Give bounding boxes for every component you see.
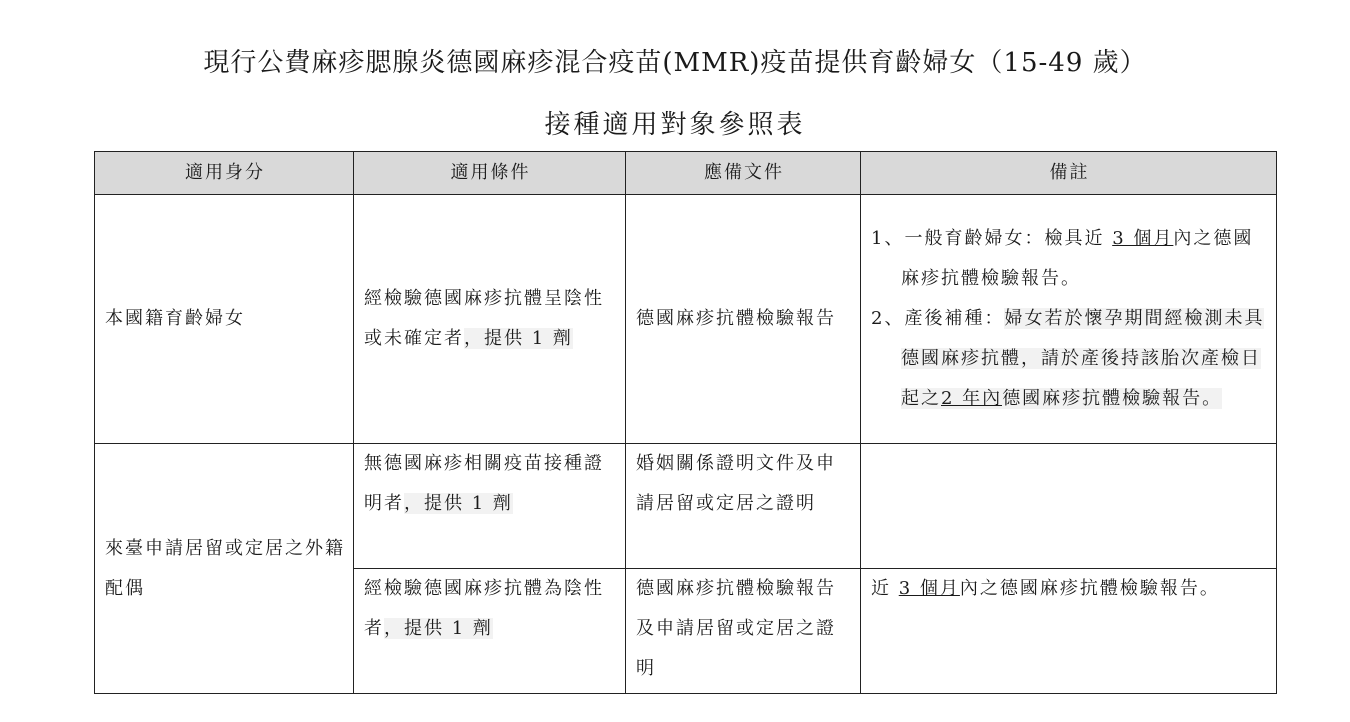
underlined-period: 3 個月 xyxy=(1112,228,1174,249)
documents-cell: 婚姻關係證明文件及申請居留或定居之證明 xyxy=(626,444,861,569)
table-row xyxy=(95,444,1277,569)
dose-text: ，提供 1 劑 xyxy=(384,618,493,639)
header-identity: 適用身分 xyxy=(95,152,354,195)
condition-cell xyxy=(354,569,626,694)
document-subtitle: 接種適用對象參照表 xyxy=(544,110,806,140)
dose-text: ，提供 1 劑 xyxy=(404,493,513,514)
note-item-1: 1、一般育齡婦女：檢具近 3 個月內之德國麻疹抗體檢驗報告。 xyxy=(871,228,1254,289)
documents-cell: 德國麻疹抗體檢驗報告 xyxy=(626,195,861,444)
notes-cell xyxy=(861,444,1277,569)
table-row xyxy=(95,195,1277,444)
condition-text: 經檢驗德國麻疹抗體為陰性者 xyxy=(364,578,604,639)
underlined-period: 3 個月 xyxy=(898,578,960,599)
reference-table xyxy=(94,151,1277,694)
condition-cell xyxy=(354,195,626,444)
condition-text: 無德國麻疹相關疫苗接種證明者 xyxy=(364,453,604,514)
notes-cell: 近 3 個月內之德國麻疹抗體檢驗報告。 xyxy=(861,569,1277,694)
note-item-2: 2、產後補種：婦女若於懷孕期間經檢測未具德國麻疹抗體，請於產後持該胎次產檢日起之2 年內德國麻疹抗體檢驗報告。 xyxy=(871,308,1265,409)
notes-cell xyxy=(861,195,1277,444)
document-title: 現行公費麻疹腮腺炎德國麻疹混合疫苗(MMR)疫苗提供育齡婦女（15-49 歲） xyxy=(203,48,1147,78)
dose-text: ，提供 1 劑 xyxy=(464,328,573,349)
underlined-period: 2 年內 xyxy=(941,388,1003,409)
identity-cell: 本國籍育齡婦女 xyxy=(95,195,354,444)
header-documents: 應備文件 xyxy=(626,152,861,195)
identity-cell: 來臺申請居留或定居之外籍配偶 xyxy=(95,444,354,694)
condition-text: 經檢驗德國麻疹抗體呈陰性或未確定者 xyxy=(364,288,604,349)
table-header-row xyxy=(95,152,1277,195)
header-condition: 適用條件 xyxy=(354,152,626,195)
header-notes: 備註 xyxy=(861,152,1277,195)
condition-cell xyxy=(354,444,626,569)
documents-cell: 德國麻疹抗體檢驗報告及申請居留或定居之證明 xyxy=(626,569,861,694)
